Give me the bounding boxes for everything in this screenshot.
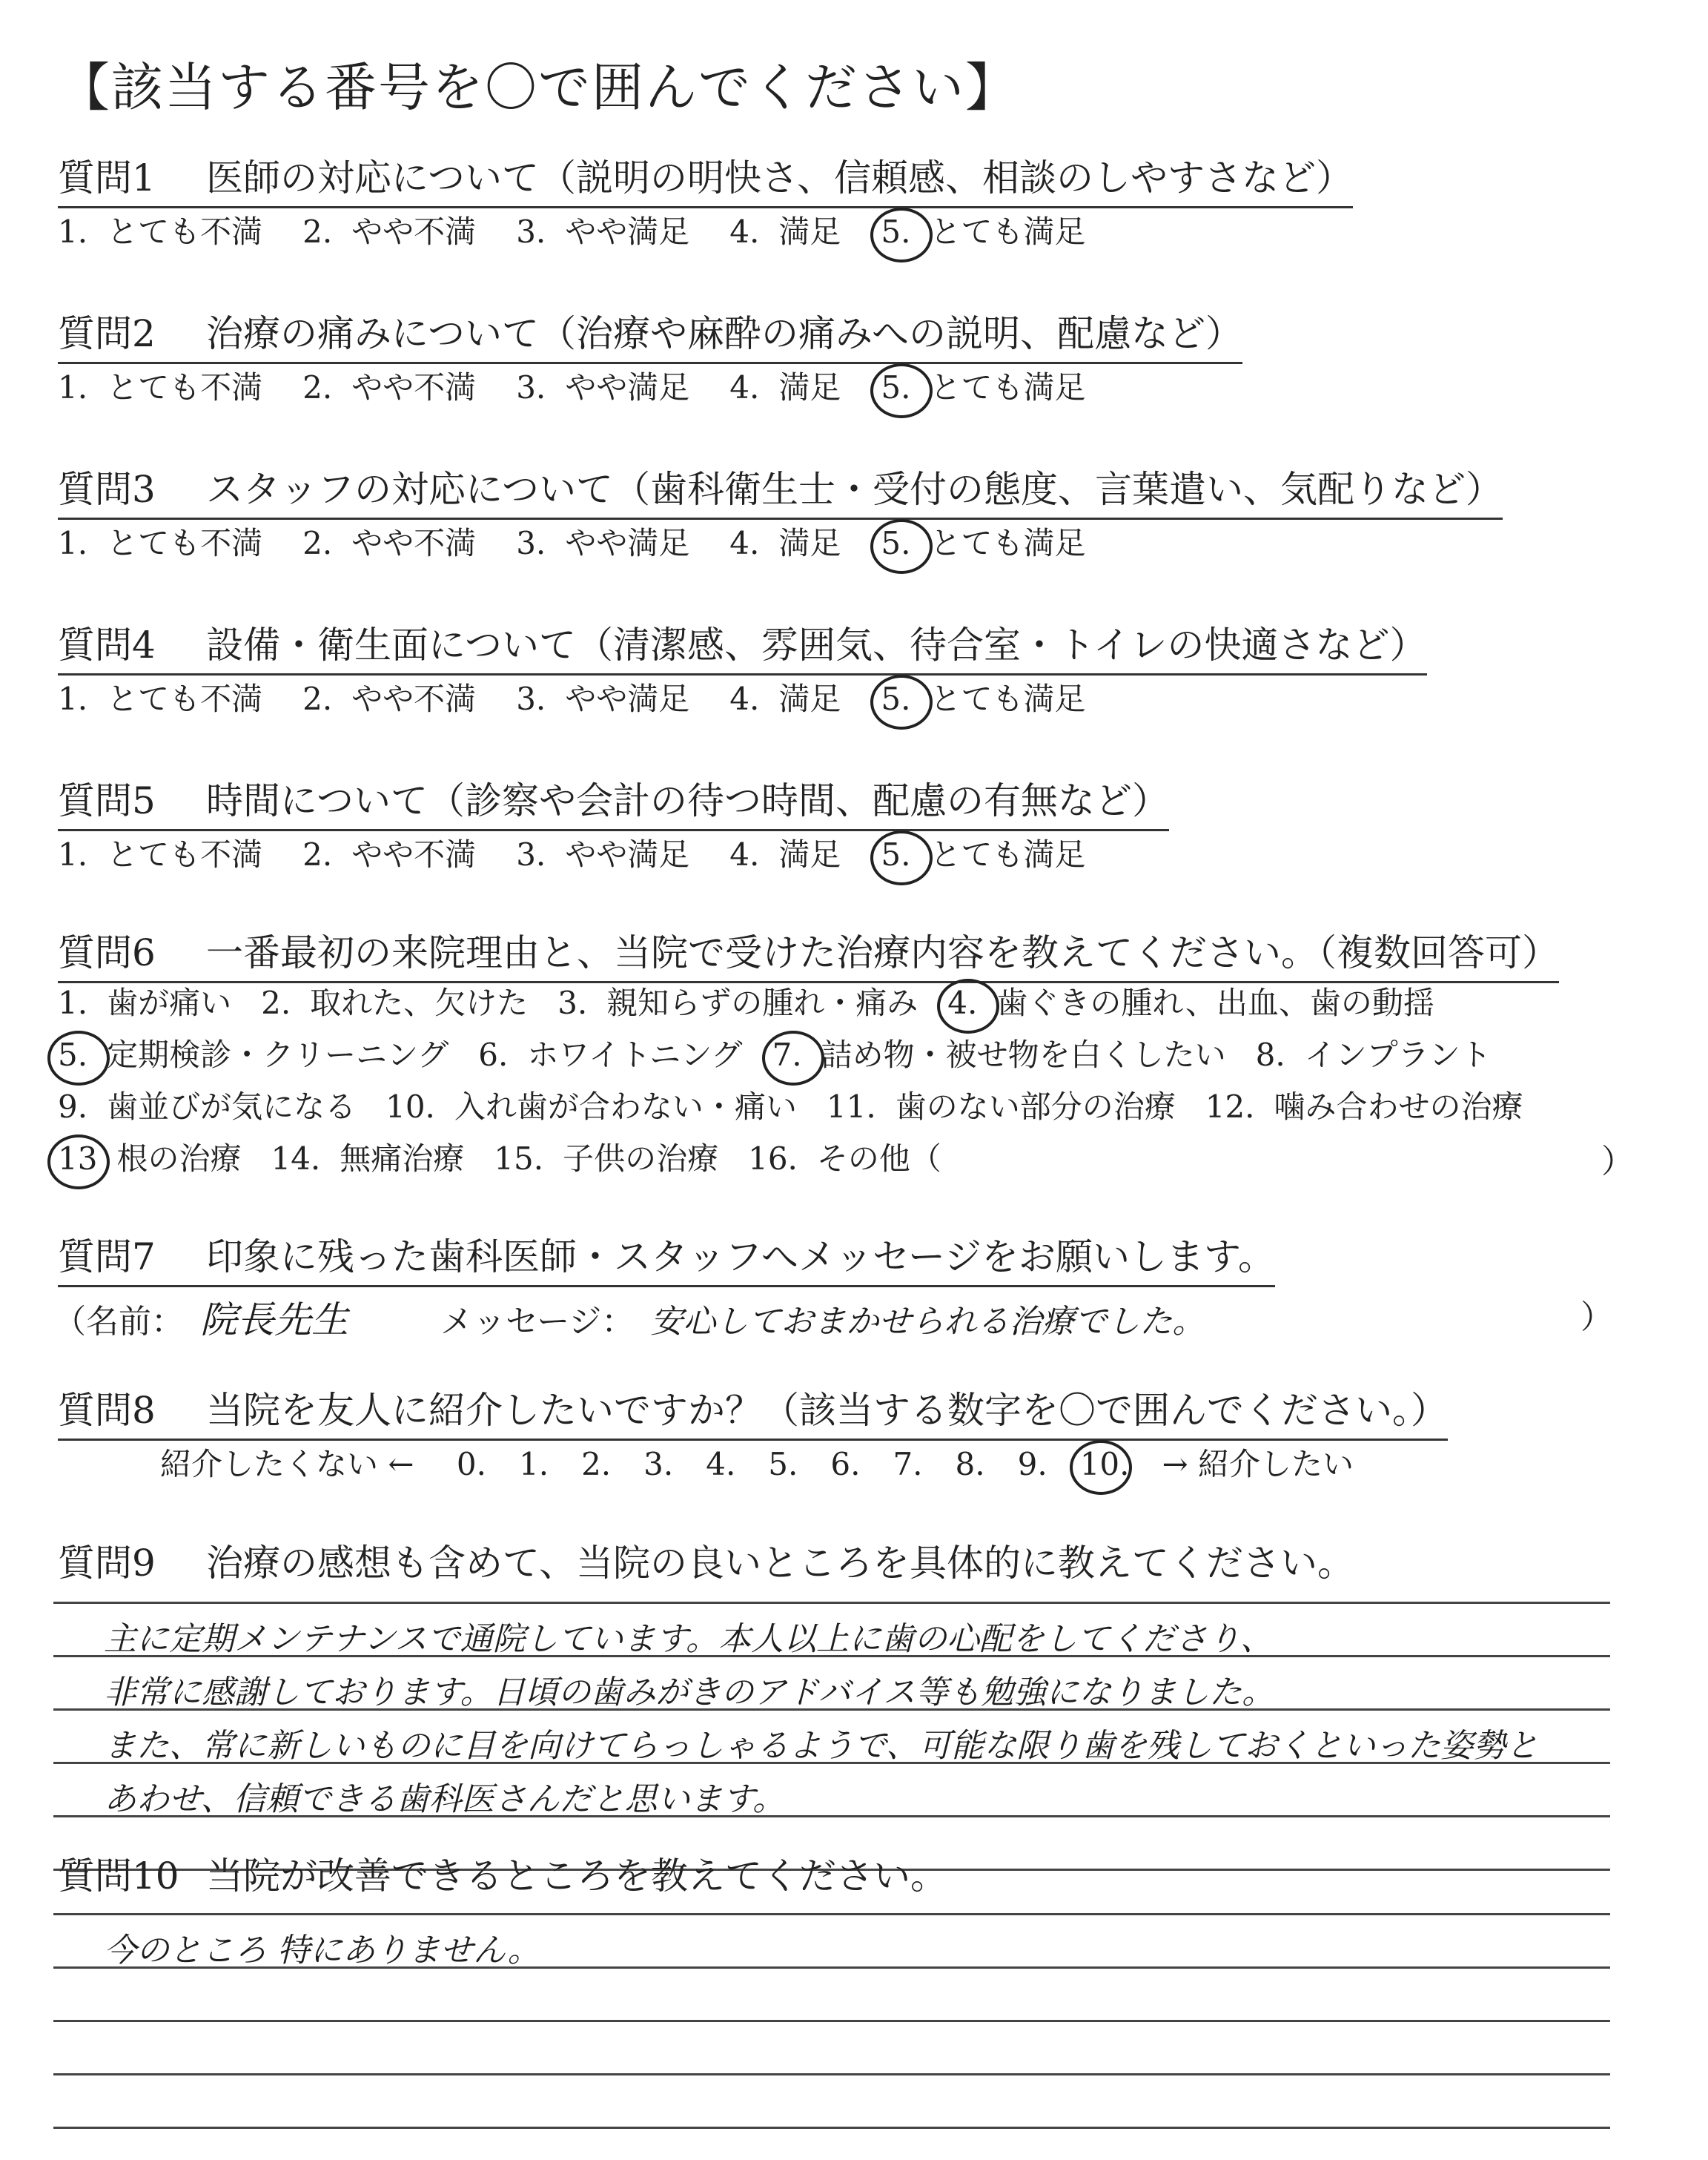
scale-number[interactable]: 6. (830, 1446, 861, 1482)
option-item[interactable] (772, 1031, 1226, 1075)
option-2[interactable] (302, 519, 476, 564)
option-number: 2. (261, 985, 291, 1021)
option-number: 5. (881, 525, 911, 561)
option-number: 4. (729, 369, 760, 406)
option-label: とても満足 (930, 369, 1086, 406)
question-1-options (58, 208, 1125, 252)
handwritten-answer-line: 非常に感謝しております。日頃の歯みがきのアドバイス等も勉強になりました。 (104, 1674, 1275, 1711)
question-number: 質問8 (58, 1389, 156, 1432)
question-text: 当院を友人に紹介したいですか？（該当する数字を〇で囲んでください。） (206, 1389, 1448, 1432)
option-number: 2. (302, 214, 333, 250)
option-label: その他（ (816, 1140, 941, 1177)
question-number: 質問5 (58, 779, 156, 822)
option-1[interactable] (58, 363, 262, 408)
option-label: とても満足 (930, 525, 1086, 561)
question-10-heading (58, 1846, 947, 1904)
option-number: 6. (478, 1037, 509, 1073)
option-number: 4. (729, 681, 760, 717)
option-5[interactable] (881, 519, 1085, 564)
option-label: 入れ歯が合わない・痛い (454, 1089, 797, 1125)
option-1[interactable] (58, 830, 262, 875)
question-number: 質問7 (58, 1235, 156, 1278)
option-label: 満足 (778, 836, 841, 873)
message-value[interactable]: 安心しておまかせられる治療でした。 (650, 1303, 1205, 1341)
option-number: 3. (516, 214, 546, 250)
handwritten-answer-line: また、常に新しいものに目を向けてらっしゃるようで、可能な限り歯を残しておくといった姿勢と (104, 1727, 1539, 1765)
scale-number[interactable]: 3. (643, 1446, 674, 1482)
option-number: 4. (729, 836, 760, 873)
ruled-line (53, 2020, 1610, 2022)
option-5[interactable] (881, 363, 1085, 408)
question-4-options (58, 675, 1125, 719)
option-label: やや不満 (351, 525, 477, 561)
option-label: 歯ぐきの腫れ、出血、歯の動揺 (996, 985, 1434, 1021)
option-label: 定期検診・クリーニング (107, 1037, 449, 1073)
scale-number[interactable]: 2. (581, 1446, 612, 1482)
option-1[interactable] (58, 675, 262, 719)
question-text: 治療の痛みについて（治療や麻酔の痛みへの説明、配慮など） (206, 312, 1242, 355)
scale-right-label: → 紹介したい (1162, 1446, 1354, 1482)
option-item[interactable] (261, 979, 528, 1023)
option-item[interactable] (748, 1135, 941, 1179)
option-item[interactable] (478, 1031, 742, 1075)
option-number: 9. (58, 1089, 88, 1125)
ruled-line (53, 2127, 1610, 2129)
option-3[interactable] (516, 208, 689, 252)
option-item[interactable] (494, 1135, 718, 1179)
option-4[interactable] (729, 208, 841, 252)
option-label: 詰め物・被せ物を白くしたい (821, 1037, 1226, 1073)
scale-number[interactable]: 9. (1017, 1446, 1047, 1482)
option-label: とても不満 (107, 525, 263, 561)
option-item[interactable] (1205, 1083, 1523, 1127)
option-label: とても不満 (107, 214, 263, 250)
ruled-line (53, 2073, 1610, 2075)
option-number: 15. (494, 1140, 544, 1177)
option-label: 根の治療 (116, 1140, 242, 1177)
option-item[interactable] (385, 1083, 797, 1127)
scale-number[interactable]: 0. (456, 1446, 486, 1482)
option-label: 歯並びが気になる (107, 1089, 357, 1125)
question-text: スタッフの対応について（歯科衛生士・受付の態度、言葉遣い、気配りなど） (206, 468, 1503, 511)
option-1[interactable] (58, 208, 262, 252)
option-item[interactable] (58, 1031, 448, 1075)
question-6-row (58, 979, 1464, 1023)
option-3[interactable] (516, 363, 689, 408)
question-6-heading (58, 923, 1559, 983)
scale-number[interactable]: 5. (768, 1446, 798, 1482)
option-number: 13 (58, 1140, 98, 1177)
option-4[interactable] (729, 675, 841, 719)
option-number: 12. (1205, 1089, 1255, 1125)
question-number: 質問9 (58, 1542, 156, 1585)
option-number: 4. (729, 525, 760, 561)
handwritten-answer-line: 主に定期メンテナンスで通院しています。本人以上に歯の心配をしてくださり、 (104, 1620, 1273, 1658)
option-number: 5. (58, 1037, 88, 1073)
option-label: やや不満 (351, 681, 477, 717)
question-9-heading (58, 1533, 1354, 1591)
option-number: 1. (58, 369, 88, 406)
question-number: 質問2 (58, 312, 156, 355)
scale-number[interactable]: 7. (893, 1446, 923, 1482)
option-label: やや満足 (565, 525, 690, 561)
option-label: とても満足 (930, 214, 1086, 250)
question-text: 当院が改善できるところを教えてください。 (206, 1855, 947, 1898)
handwritten-answer-line: 今のところ 特にありません。 (104, 1932, 540, 1969)
scale-number[interactable]: 4. (706, 1446, 736, 1482)
question-6-row (58, 1031, 1521, 1075)
scale-number[interactable]: 10. (1079, 1446, 1130, 1482)
option-4[interactable] (729, 363, 841, 408)
option-number: 1. (58, 681, 88, 717)
question-text: 治療の感想も含めて、当院の良いところを具体的に教えてください。 (206, 1542, 1354, 1585)
option-2[interactable] (302, 830, 476, 875)
option-number: 8. (1255, 1037, 1285, 1073)
option-label: とても満足 (930, 836, 1086, 873)
option-label: 満足 (778, 214, 841, 250)
option-label: やや不満 (351, 214, 477, 250)
question-number: 質問6 (58, 931, 156, 974)
option-label: 噛み合わせの治療 (1274, 1089, 1523, 1125)
question-number: 質問10 (58, 1855, 179, 1898)
scale-number[interactable]: 8. (955, 1446, 985, 1482)
option-item[interactable] (827, 1083, 1176, 1127)
question-8-heading (58, 1381, 1448, 1441)
option-number: 4. (947, 985, 978, 1021)
option-number: 2. (302, 369, 333, 406)
option-label: とても不満 (107, 681, 263, 717)
option-number: 3. (516, 525, 546, 561)
ruled-line (53, 1913, 1610, 1915)
option-2[interactable] (302, 675, 476, 719)
option-label: ホワイトニング (527, 1037, 743, 1073)
option-label: やや満足 (565, 214, 690, 250)
option-number: 11. (826, 1089, 876, 1125)
option-number: 3. (516, 681, 546, 717)
option-item[interactable] (557, 979, 918, 1023)
option-item[interactable] (271, 1135, 464, 1179)
option-item[interactable] (1256, 1031, 1492, 1075)
option-label: 子供の治療 (563, 1140, 719, 1177)
option-number: 5. (881, 369, 911, 406)
question-number: 質問4 (58, 624, 156, 667)
name-value[interactable]: 院長先生 (200, 1298, 348, 1341)
question-4-heading (58, 615, 1427, 676)
option-label: やや不満 (351, 836, 477, 873)
question-6-row (58, 1083, 1553, 1127)
question-3-heading (58, 460, 1503, 520)
option-label: 満足 (778, 525, 841, 561)
option-5[interactable] (881, 675, 1085, 719)
question-number: 質問1 (58, 156, 156, 199)
option-item[interactable] (947, 979, 1434, 1023)
option-label: インプラント (1304, 1037, 1492, 1073)
question-6-row (58, 1135, 971, 1179)
ruled-line (53, 1602, 1610, 1604)
option-4[interactable] (729, 830, 841, 875)
option-label: 取れた、欠けた (310, 985, 529, 1021)
option-number: 1. (58, 985, 88, 1021)
option-1[interactable] (58, 519, 262, 564)
option-3[interactable] (516, 675, 689, 719)
option-number: 5. (881, 681, 911, 717)
option-4[interactable] (729, 519, 841, 564)
option-number: 2. (302, 681, 333, 717)
option-item[interactable] (58, 1083, 356, 1127)
question-7-answer (53, 1290, 1625, 1344)
handwritten-answer-line: あわせ、信頼できる歯科医さんだと思います。 (104, 1780, 786, 1818)
close-paren: ） (1601, 1143, 1634, 1180)
option-5[interactable] (881, 830, 1085, 875)
option-number: 4. (729, 214, 760, 250)
question-5-heading (58, 771, 1169, 831)
message-label: メッセージ： (440, 1303, 635, 1341)
scale-left-label: 紹介したくない ← (160, 1446, 414, 1482)
option-5[interactable] (881, 208, 1085, 252)
option-number: 14. (271, 1140, 321, 1177)
option-number: 1. (58, 836, 88, 873)
question-text: 時間について（診察や会計の待つ時間、配慮の有無など） (206, 779, 1169, 822)
option-number: 3. (516, 836, 546, 873)
option-number: 3. (557, 985, 588, 1021)
option-number: 5. (881, 836, 911, 873)
question-1-heading (58, 148, 1353, 208)
option-number: 1. (58, 525, 88, 561)
option-item[interactable] (58, 1135, 241, 1179)
option-number: 5. (881, 214, 911, 250)
question-2-options (58, 363, 1125, 408)
option-label: とても不満 (107, 836, 263, 873)
question-text: 医師の対応について（説明の明快さ、信頼感、相談のしやすさなど） (206, 156, 1353, 199)
page-title: 【該当する番号を〇で囲んでください】 (58, 57, 1019, 118)
option-label: やや満足 (565, 369, 690, 406)
option-number: 2. (302, 525, 333, 561)
option-label: やや満足 (565, 681, 690, 717)
option-label: やや不満 (351, 369, 477, 406)
question-3-options (58, 519, 1125, 564)
option-item[interactable] (58, 979, 231, 1023)
option-2[interactable] (302, 208, 476, 252)
option-label: 無痛治療 (340, 1140, 465, 1177)
option-label: 歯が痛い (107, 985, 232, 1021)
option-number: 1. (58, 214, 88, 250)
option-label: とても満足 (930, 681, 1086, 717)
option-3[interactable] (516, 519, 689, 564)
option-number: 2. (302, 836, 333, 873)
close-paren: ） (1580, 1298, 1613, 1336)
question-text: 設備・衛生面について（清潔感、雰囲気、待合室・トイレの快適さなど） (206, 624, 1427, 667)
question-5-options (58, 830, 1125, 875)
option-label: 歯のない部分の治療 (895, 1089, 1176, 1125)
option-number: 16. (748, 1140, 798, 1177)
question-text: 一番最初の来院理由と、当院で受けた治療内容を教えてください。（複数回答可） (206, 931, 1559, 974)
option-label: やや満足 (565, 836, 690, 873)
option-number: 10. (385, 1089, 435, 1125)
name-label: （名前： (53, 1303, 184, 1341)
option-label: 満足 (778, 681, 841, 717)
option-label: とても不満 (107, 369, 263, 406)
question-text: 印象に残った歯科医師・スタッフへメッセージをお願いします。 (206, 1235, 1275, 1278)
option-number: 3. (516, 369, 546, 406)
option-label: 満足 (778, 369, 841, 406)
question-number: 質問3 (58, 468, 156, 511)
recommend-scale (160, 1440, 1386, 1484)
option-label: 親知らずの腫れ・痛み (606, 985, 918, 1021)
question-7-heading (58, 1227, 1275, 1287)
question-2-heading (58, 304, 1242, 364)
scale-number[interactable]: 1. (518, 1446, 549, 1482)
option-3[interactable] (516, 830, 689, 875)
option-number: 7. (772, 1037, 802, 1073)
option-2[interactable] (302, 363, 476, 408)
